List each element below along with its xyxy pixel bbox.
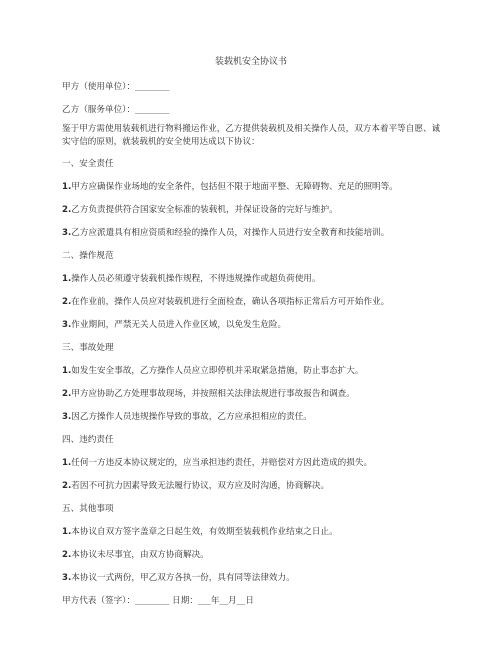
clause-text: 本协议一式两份，甲乙双方各执一份，具有同等法律效力。 <box>71 573 295 583</box>
clause-number: 1. <box>62 366 72 376</box>
clause-number: 3. <box>62 228 72 238</box>
party-a-line: 甲方（使用单位）：________ <box>62 82 170 92</box>
clause-item <box>62 227 389 239</box>
section-heading: 五、其他事项 <box>62 504 114 514</box>
clause-item <box>62 296 389 308</box>
clause-text: 乙方应派遣具有相应资质和经验的操作人员，对操作人员进行安全教育和技能培训。 <box>71 228 390 238</box>
clause-text: 甲方应协助乙方处理事故现场，并按照相关法律法规进行事故报告和调查。 <box>71 389 355 399</box>
clause-item <box>62 549 209 561</box>
clause-item <box>62 411 312 423</box>
clause-text: 甲方应确保作业场地的安全条件，包括但不限于地面平整、无障碍物、充足的照明等。 <box>71 182 398 192</box>
clause-number: 2. <box>62 550 72 560</box>
clause-item <box>62 181 398 193</box>
document-title: 装载机安全协议书 <box>214 57 287 67</box>
clause-number: 3. <box>62 573 72 583</box>
section-heading: 一、安全责任 <box>62 159 114 169</box>
section-heading: 三、事故处理 <box>62 343 114 353</box>
clause-number: 2. <box>62 389 72 399</box>
clause-text: 本协议自双方签字盖章之日起生效，有效期至装载机作业结束之日止。 <box>71 527 338 537</box>
party-b-line: 乙方（服务单位）：________ <box>62 105 170 115</box>
clause-item <box>62 572 295 584</box>
clause-item <box>62 204 338 216</box>
clause-item <box>62 319 286 331</box>
clause-number: 1. <box>62 182 72 192</box>
clause-number: 1. <box>62 458 72 468</box>
clause-item <box>62 365 363 377</box>
clause-number: 2. <box>62 205 72 215</box>
clause-number: 3. <box>62 412 72 422</box>
intro-paragraph: 鉴于甲方需使用装载机进行物料搬运作业，乙方提供装载机及相关操作人员，双方本着平等自愿、诚实守信的原则，就装载机的安全使用达成以下协议： <box>62 124 441 147</box>
clause-item <box>62 526 338 538</box>
clause-text: 因乙方操作人员违规操作导致的事故，乙方应承担相应的责任。 <box>71 412 312 422</box>
clause-text: 作业期间，严禁无关人员进入作业区域，以免发生危险。 <box>71 320 287 330</box>
clause-number: 1. <box>62 274 72 284</box>
clause-text: 操作人员必须遵守装载机操作规程，不得违规操作或超负荷使用。 <box>71 274 321 284</box>
clause-text: 任何一方违反本协议规定的，应当承担违约责任，并赔偿对方因此造成的损失。 <box>71 458 373 468</box>
clause-number: 2. <box>62 481 72 491</box>
section-heading: 四、违约责任 <box>62 435 114 445</box>
clause-item <box>62 273 320 285</box>
clause-text: 乙方负责提供符合国家安全标准的装载机，并保证设备的完好与维护。 <box>71 205 338 215</box>
clause-item <box>62 457 372 469</box>
clause-text: 如发生安全事故，乙方操作人员应立即停机并采取紧急措施，防止事态扩大。 <box>71 366 364 376</box>
clause-number: 1. <box>62 527 72 537</box>
clause-number: 2. <box>62 297 72 307</box>
clause-text: 在作业前，操作人员应对装载机进行全面检查，确认各项指标正常后方可开始作业。 <box>71 297 390 307</box>
clause-text: 本协议未尽事宜，由双方协商解决。 <box>71 550 209 560</box>
clause-item <box>62 480 329 492</box>
clause-text: 若因不可抗力因素导致无法履行协议，双方应及时沟通，协商解决。 <box>71 481 330 491</box>
section-heading: 二、操作规范 <box>62 251 114 261</box>
signature-line: 甲方代表（签字）：________ 日期：___年__月__日 <box>62 596 254 606</box>
clause-number: 3. <box>62 320 72 330</box>
clause-item <box>62 388 355 400</box>
